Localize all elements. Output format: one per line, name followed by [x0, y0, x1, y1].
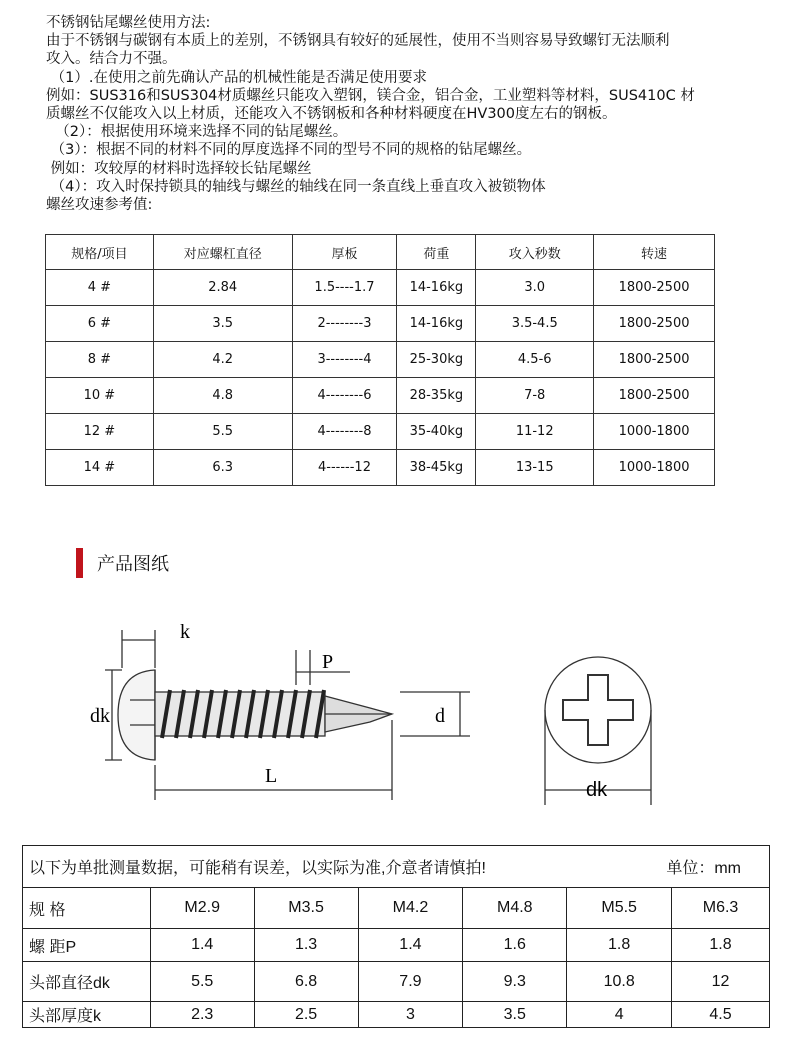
intro-line: （1）.在使用之前先确认产品的机械性能是否满足使用要求	[46, 69, 427, 86]
table-cell: 25-30kg	[397, 342, 476, 378]
table-cell: 3.5-4.5	[476, 306, 594, 342]
table-cell: 10 #	[46, 378, 154, 414]
dimension-table	[22, 845, 770, 1028]
table-cell: 4.5-6	[476, 342, 594, 378]
measurement-note: 以下为单批测量数据，可能稍有误差，以实际为准,介意者请慎拍!	[29, 860, 486, 877]
table-cell: M3.5	[254, 888, 358, 929]
table-row	[46, 414, 715, 450]
column-header: 攻入秒数	[476, 235, 594, 270]
section-header	[76, 548, 169, 578]
table-cell: 5.5	[153, 414, 292, 450]
intro-line: （3）：根据不同的材料不同的厚度选择不同的型号不同的规格的钻尾螺丝。	[46, 142, 532, 159]
table-cell: M4.8	[463, 888, 567, 929]
intro-line: 例如：攻较厚的材料时选择较长钻尾螺丝	[46, 160, 312, 177]
table-row	[46, 270, 715, 306]
table-header-row	[46, 235, 715, 270]
table-cell: 1800-2500	[594, 342, 715, 378]
label-p: P	[322, 651, 334, 673]
table-row	[46, 342, 715, 378]
table-cell: M5.5	[567, 888, 672, 929]
table-cell: 9.3	[463, 962, 567, 1002]
table-cell: M4.2	[358, 888, 463, 929]
row-label: 头部直径dk	[23, 962, 151, 1002]
section-accent-bar	[76, 548, 83, 578]
table-row	[46, 378, 715, 414]
speed-reference-table	[45, 234, 715, 486]
table-cell: 1.4	[150, 929, 254, 962]
column-header: 规格/项目	[46, 235, 154, 270]
table-cell: 10.8	[567, 962, 672, 1002]
table-cell: 3.0	[476, 270, 594, 306]
table-cell: 1.8	[567, 929, 672, 962]
table-cell: 2.3	[150, 1002, 254, 1028]
table-cell: 4	[567, 1002, 672, 1028]
table-cell: 3	[358, 1002, 463, 1028]
table-cell: 6.3	[153, 450, 292, 486]
table-cell: 3.5	[463, 1002, 567, 1028]
table-cell: 4.8	[153, 378, 292, 414]
label-l: L	[265, 765, 278, 787]
table-cell: 1800-2500	[594, 270, 715, 306]
table-cell: 1000-1800	[594, 414, 715, 450]
table-cell: M6.3	[672, 888, 770, 929]
table-cell: 28-35kg	[397, 378, 476, 414]
table-cell: 1.3	[254, 929, 358, 962]
table-cell: 7.9	[358, 962, 463, 1002]
intro-line: 例如：SUS316和SUS304材质螺丝只能攻入塑钢，镁合金，铝合金，工业塑料等材料，SUS410C 材	[46, 87, 695, 104]
table-cell: 6 #	[46, 306, 154, 342]
table-cell: 12 #	[46, 414, 154, 450]
table-row	[23, 1002, 770, 1028]
usage-instructions	[46, 14, 776, 214]
table-row	[46, 450, 715, 486]
table-cell: 5.5	[150, 962, 254, 1002]
table-cell: 4.5	[672, 1002, 770, 1028]
table-row	[46, 306, 715, 342]
intro-line: 不锈钢钻尾螺丝使用方法:	[46, 15, 211, 31]
screw-drawing	[90, 610, 680, 810]
table-row	[23, 962, 770, 1002]
table-row	[23, 888, 770, 929]
table-cell: 8 #	[46, 342, 154, 378]
table-cell: 38-45kg	[397, 450, 476, 486]
table-row	[23, 929, 770, 962]
table-cell: 6.8	[254, 962, 358, 1002]
table-cell: M2.9	[150, 888, 254, 929]
intro-line: 攻入。结合力不强。	[46, 51, 177, 68]
table-cell: 3.5	[153, 306, 292, 342]
table-cell: 4------12	[292, 450, 397, 486]
table-cell: 12	[672, 962, 770, 1002]
table-cell: 1.5----1.7	[292, 270, 397, 306]
table-cell: 1.4	[358, 929, 463, 962]
row-label: 头部厚度k	[23, 1002, 151, 1028]
intro-line: （2）：根据使用环境来选择不同的钻尾螺丝。	[46, 124, 348, 141]
table-cell: 7-8	[476, 378, 594, 414]
label-k: k	[180, 621, 190, 643]
table-cell: 4--------8	[292, 414, 397, 450]
intro-line: （4）：攻入时保持锁具的轴线与螺丝的轴线在同一条直线上垂直攻入被锁物体	[46, 178, 546, 195]
table-cell: 11-12	[476, 414, 594, 450]
table-cell: 1000-1800	[594, 450, 715, 486]
table-cell: 4--------6	[292, 378, 397, 414]
table-cell: 2.84	[153, 270, 292, 306]
table-cell: 4 #	[46, 270, 154, 306]
label-dk-side: dk	[90, 705, 110, 727]
intro-line: 螺丝攻速参考值:	[46, 197, 153, 214]
table-cell: 2--------3	[292, 306, 397, 342]
table-cell: 4.2	[153, 342, 292, 378]
table-cell: 14 #	[46, 450, 154, 486]
table-cell: 1.8	[672, 929, 770, 962]
table-cell: 1800-2500	[594, 378, 715, 414]
table-cell: 35-40kg	[397, 414, 476, 450]
column-header: 转速	[594, 235, 715, 270]
table-cell: 2.5	[254, 1002, 358, 1028]
intro-line: 质螺丝不仅能攻入以上材质，还能攻入不锈钢板和各种材料硬度在HV300度左右的钢板。	[46, 106, 617, 123]
intro-line: 由于不锈钢与碳钢有本质上的差别，不锈钢具有较好的延展性，使用不当则容易导致螺钉无法顺利	[46, 33, 670, 50]
table-cell: 3--------4	[292, 342, 397, 378]
column-header: 厚板	[292, 235, 397, 270]
table-cell: 14-16kg	[397, 270, 476, 306]
table-cell: 1800-2500	[594, 306, 715, 342]
row-label: 螺 距P	[23, 929, 151, 962]
table-cell: 13-15	[476, 450, 594, 486]
table-cell: 1.6	[463, 929, 567, 962]
row-label: 规 格	[23, 888, 151, 929]
label-dk-top: dk	[586, 779, 608, 801]
section-title: 产品图纸	[97, 554, 169, 575]
label-d: d	[435, 705, 445, 727]
column-header: 荷重	[397, 235, 476, 270]
table-cell: 14-16kg	[397, 306, 476, 342]
column-header: 对应螺杠直径	[153, 235, 292, 270]
unit-label: 单位：mm	[666, 860, 741, 877]
